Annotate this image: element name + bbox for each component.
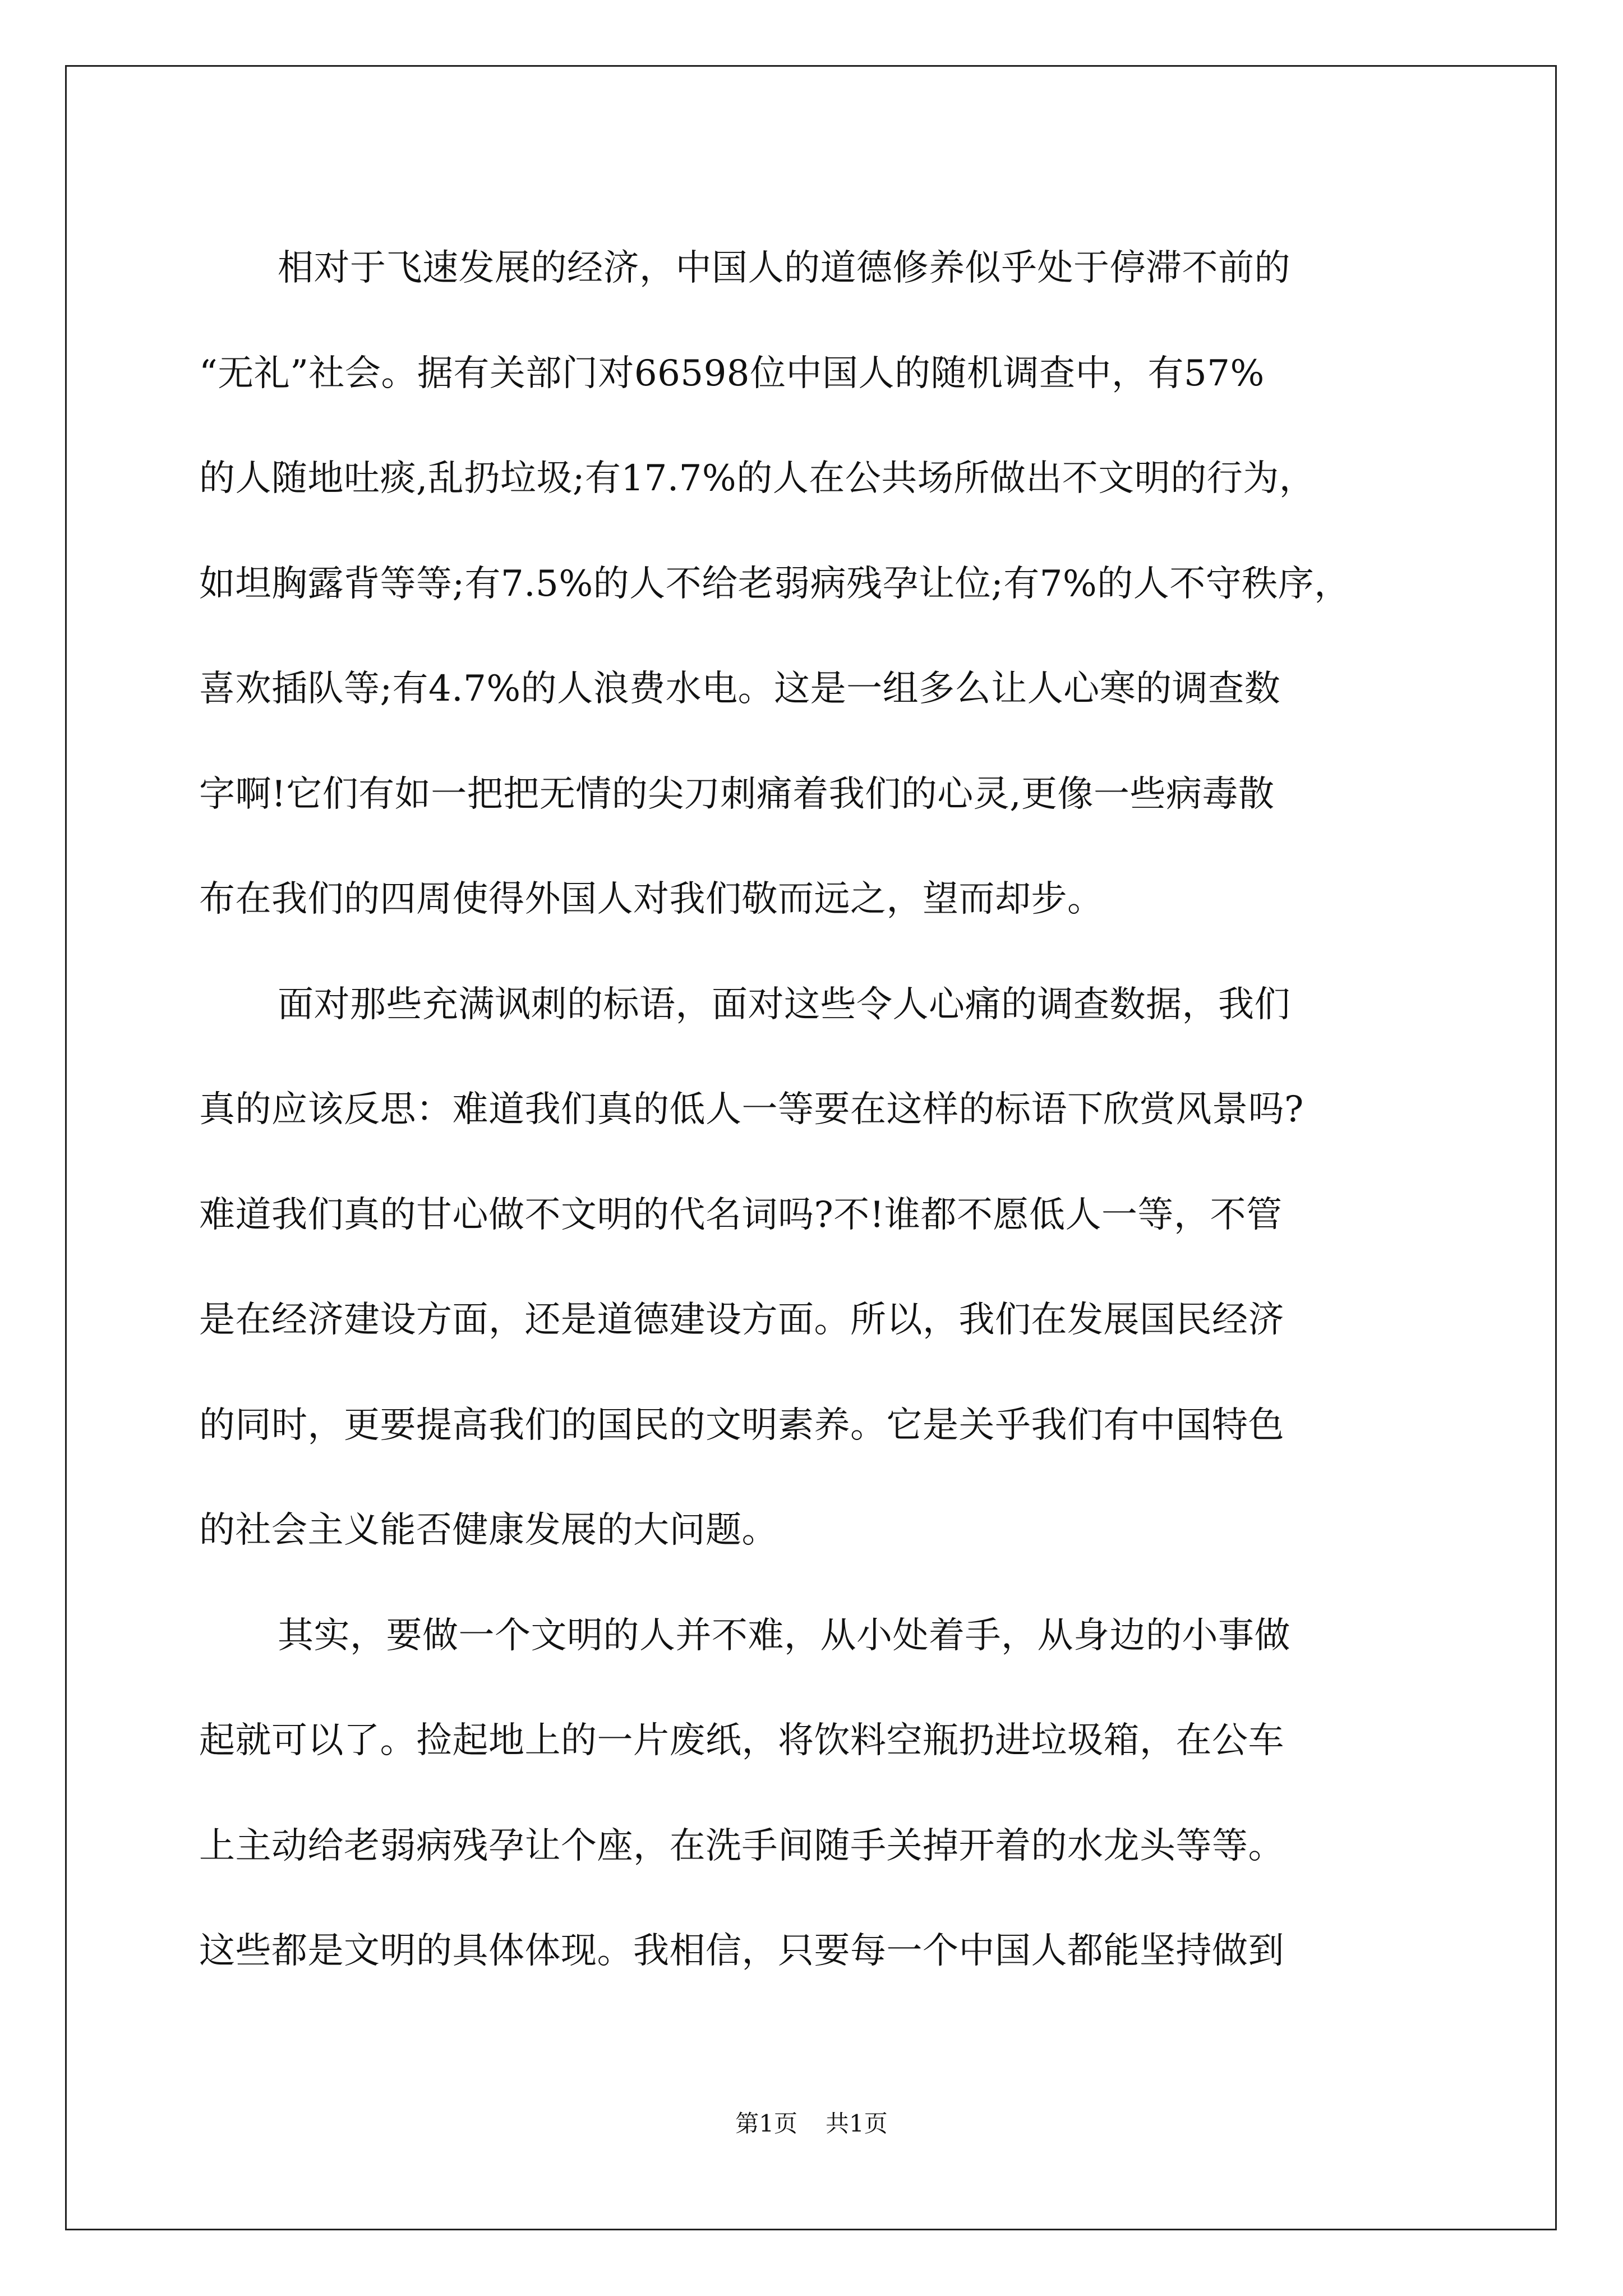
paragraph-2 <box>199 953 1422 1584</box>
text-line: 是在经济建设方面，还是道德建设方面。所以，我们在发展国民经济 <box>199 1299 1284 1341</box>
paragraph-3 <box>199 1584 1422 2004</box>
page-number-current: 第1页 <box>735 2110 797 2137</box>
text-line: 真的应该反思：难道我们真的低人一等要在这样的标语下欣赏风景吗? <box>199 1089 1304 1130</box>
text-line: 这些都是文明的具体体现。我相信，只要每一个中国人都能坚持做到 <box>199 1930 1284 1972</box>
document-body <box>199 216 1422 2004</box>
text-line: 如坦胸露背等等;有7.5%的人不给老弱病残孕让位;有7%的人不守秩序， <box>199 563 1350 605</box>
text-line: 的社会主义能否健康发展的大问题。 <box>199 1510 778 1551</box>
page-number-total: 共1页 <box>826 2110 888 2137</box>
text-line: 难道我们真的甘心做不文明的代名词吗?不!谁都不愿低人一等，不管 <box>199 1194 1283 1236</box>
text-line: 字啊!它们有如一把把无情的尖刀刺痛着我们的心灵,更像一些病毒散 <box>199 773 1275 815</box>
text-line: 的人随地吐痰,乱扔垃圾;有17.7%的人在公共场所做出不文明的行为， <box>199 458 1316 499</box>
text-line: 的同时，更要提高我们的国民的文明素养。它是关乎我们有中国特色 <box>199 1404 1284 1446</box>
text-line: 面对那些充满讽刺的标语，面对这些令人心痛的调查数据，我们 <box>278 983 1290 1025</box>
text-line: 其实，要做一个文明的人并不难，从小处着手，从身边的小事做 <box>278 1614 1290 1657</box>
text-line: 起就可以了。捡起地上的一片废纸，将饮料空瓶扔进垃圾箱，在公车 <box>199 1720 1284 1761</box>
page-footer <box>0 2107 1623 2141</box>
text-line: 喜欢插队等;有4.7%的人浪费水电。这是一组多么让人心寒的调查数 <box>199 668 1281 710</box>
text-line: “无礼”社会。据有关部门对66598位中国人的随机调查中，有57% <box>199 352 1265 394</box>
text-line: 相对于飞速发展的经济，中国人的道德修养似乎处于停滞不前的 <box>278 247 1290 289</box>
text-line: 上主动给老弱病残孕让个座，在洗手间随手关掉开着的水龙头等等。 <box>199 1825 1284 1867</box>
paragraph-1 <box>199 216 1422 953</box>
text-line: 布在我们的四周使得外国人对我们敬而远之，望而却步。 <box>199 878 1104 920</box>
